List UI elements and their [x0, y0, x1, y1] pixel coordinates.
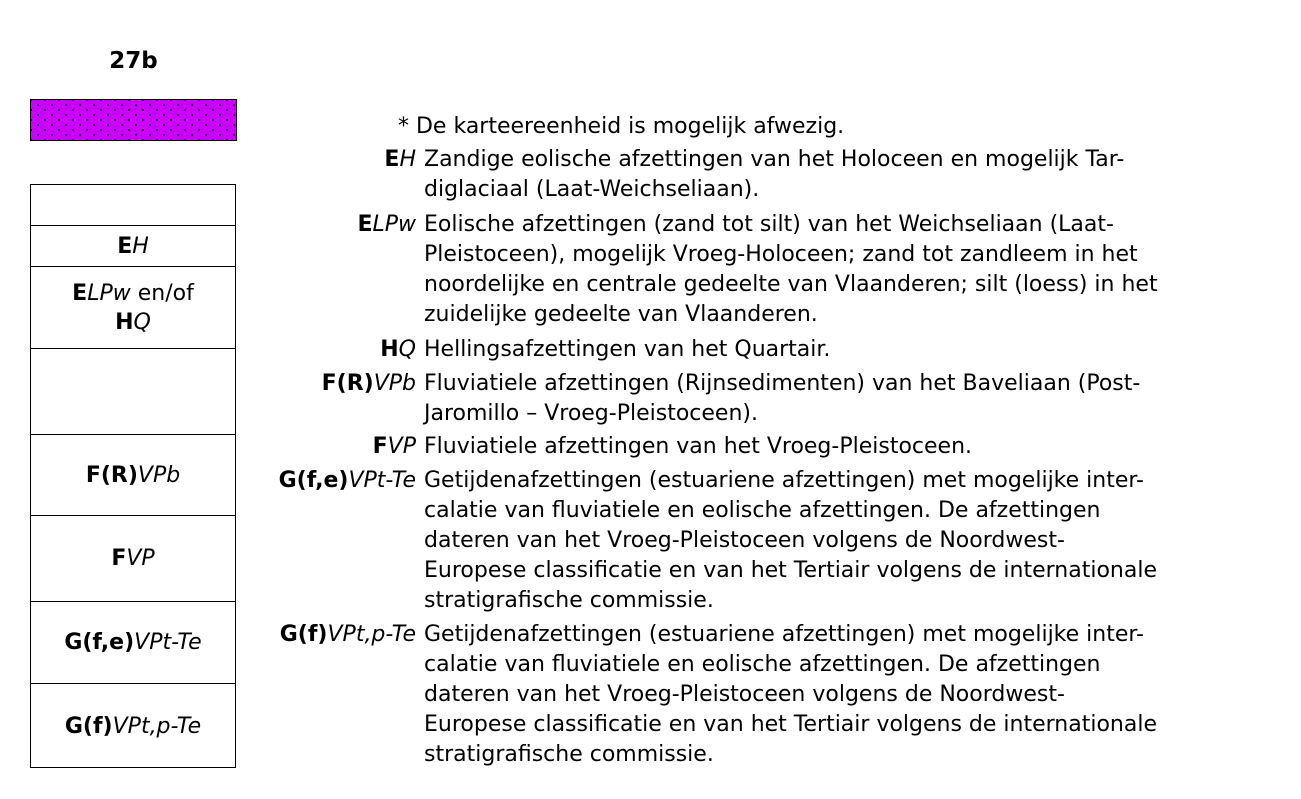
label-part: H: [380, 337, 399, 362]
legend-note: * De karteereenheid is mogelijk afwezig.: [398, 114, 845, 139]
legend-description-line: Getijdenafzettingen (estuariene afzettingen) met mogelijke inter-: [424, 468, 1144, 493]
legend-description-line: dateren van het Vroeg-Pleistoceen volgens de Noordwest-: [424, 682, 1065, 707]
label-part: LPw: [372, 212, 416, 237]
label-part: G(f,e): [278, 468, 349, 493]
label-part: F(R): [321, 371, 374, 396]
legend-code: [322, 369, 416, 399]
label-part: en/of: [130, 280, 194, 306]
legend-description-line: dateren van het Vroeg-Pleistoceen volgens de Noordwest-: [424, 528, 1065, 553]
label-part: VPt,p-Te: [112, 713, 202, 739]
legend-code: [279, 466, 416, 496]
legend-code: [384, 145, 416, 175]
legend-description-line: noordelijke en centrale gedeelte van Vlaanderen; silt (loess) in het: [424, 272, 1158, 297]
legend-code: [373, 432, 416, 462]
legend-description: [424, 466, 1284, 616]
label-part: E: [384, 147, 400, 172]
legend-description: [424, 620, 1284, 770]
label-part: Q: [133, 309, 151, 335]
label-part: VPt-Te: [348, 468, 416, 493]
label-part: VP: [126, 546, 155, 571]
column-title: 27b: [109, 48, 158, 74]
label-part: Q: [398, 337, 416, 362]
label-part: G(f,e): [64, 630, 135, 655]
label-part: LPw: [87, 280, 131, 306]
label-part: E: [117, 233, 133, 259]
label-part: F: [111, 546, 127, 571]
label-part: H: [399, 147, 416, 172]
legend-description-line: Pleistoceen), mogelijk Vroeg-Holoceen; zand tot zandleem in het: [424, 242, 1138, 267]
legend-code: [357, 210, 416, 240]
legend-description-line: zuidelijke gedeelte van Vlaanderen.: [424, 302, 818, 327]
label-part: E: [357, 212, 373, 237]
label-part: H: [132, 233, 149, 259]
label-part: E: [72, 280, 88, 306]
legend-description-line: Fluviatiele afzettingen (Rijnsedimenten) van het Baveliaan (Post-: [424, 371, 1141, 396]
legend-description-line: Eolische afzettingen (zand tot silt) van het Weichseliaan (Laat-: [424, 212, 1114, 237]
legend-description-line: diglaciaal (Laat-Weichseliaan).: [424, 177, 760, 202]
label-part: VPt,p-Te: [327, 622, 416, 647]
label-part: VP: [387, 434, 416, 459]
legend-description-line: stratigrafische commissie.: [424, 742, 714, 767]
legend-description-line: Europese classificatie en van het Tertiair volgens de internationale: [424, 712, 1157, 737]
legend-description-line: Getijdenafzettingen (estuariene afzettingen) met mogelijke inter-: [424, 622, 1144, 647]
legend-description: [424, 432, 1284, 462]
label-part: VPt-Te: [134, 630, 202, 655]
legend-description-line: Jaromillo – Vroeg-Pleistoceen).: [424, 401, 758, 426]
label-part: G(f): [279, 622, 328, 647]
legend-description: [424, 145, 1284, 205]
legend-description-line: Fluviatiele afzettingen van het Vroeg-Pleistoceen.: [424, 434, 973, 459]
legend-description-line: Hellingsafzettingen van het Quartair.: [424, 337, 831, 362]
legend-description-line: calatie van fluviatiele en eolische afzettingen. De afzettingen: [424, 652, 1101, 677]
legend-code: [380, 335, 416, 365]
label-part: H: [115, 309, 134, 335]
legend-description-line: Europese classificatie en van het Tertiair volgens de internationale: [424, 558, 1157, 583]
legend-description-line: stratigrafische commissie.: [424, 588, 714, 613]
label-part: VPb: [137, 462, 181, 488]
legend-description: [424, 369, 1284, 429]
legend-description-line: Zandige eolische afzettingen van het Holoceen en mogelijk Tar-: [424, 147, 1125, 172]
label-part: F(R): [85, 462, 138, 488]
label-part: VPb: [373, 371, 416, 396]
label-part: F: [372, 434, 388, 459]
legend-description: [424, 335, 1284, 365]
label-part: G(f): [64, 713, 113, 739]
legend-description-line: calatie van fluviatiele en eolische afzettingen. De afzettingen: [424, 498, 1101, 523]
legend-code: [280, 620, 416, 650]
legend-description: [424, 210, 1284, 330]
